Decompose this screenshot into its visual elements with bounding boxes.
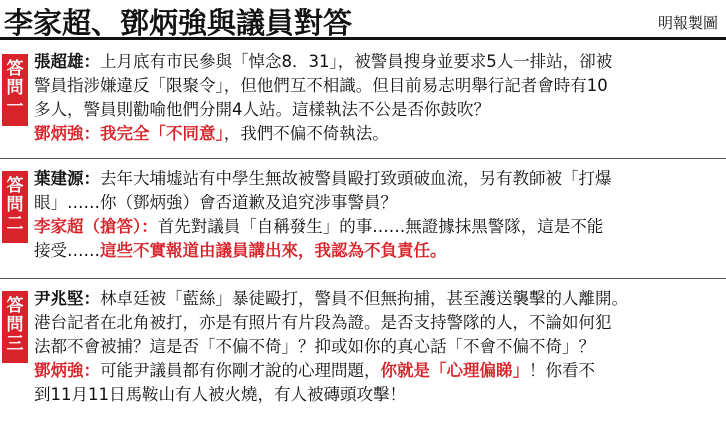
qa-badge-char: 答 — [6, 176, 24, 196]
speaker-name: 李家超（搶答）： — [34, 217, 158, 236]
qa-badge-char: 問 — [6, 315, 24, 335]
text-segment: 接受…… — [34, 241, 100, 260]
text-segment: 上月底有市民參與「悼念8．31」，被警員搜身並要求5人一排站，卻被 — [100, 52, 613, 71]
text-line — [34, 167, 720, 191]
text-segment: 可能尹議員都有你剛才說的心理問題， — [100, 361, 381, 380]
text-segment: 法都不會被捕？這是否「不偏不倚」？抑或如你的真心話「不會不偏不倚」？ — [34, 337, 595, 356]
text-segment: 林卓廷被「藍絲」暴徒毆打，警員不但無拘捕，甚至護送襲擊的人離開。 — [100, 289, 628, 308]
qa-badge-char: 二 — [6, 214, 24, 234]
text-line — [34, 335, 720, 359]
text-segment: ！你看不 — [529, 361, 595, 380]
text-line — [34, 191, 720, 215]
speaker-name: 尹兆堅： — [34, 289, 100, 308]
text-line — [34, 50, 720, 74]
text-segment: 你就是「心理偏睇」 — [380, 361, 529, 380]
text-line — [34, 122, 720, 146]
qa-text — [34, 287, 720, 407]
text-segment: 這些不實報道由議員講出來，我認為不負責任。 — [100, 241, 447, 260]
text-segment: 警員指涉嫌違反「限聚令」，但他們互不相識。但目前易志明舉行記者會時有10 — [34, 76, 608, 95]
qa-badge-char: 問 — [6, 78, 24, 98]
speaker-name: 葉建源： — [34, 169, 100, 188]
header — [0, 0, 726, 40]
text-segment: 首先對議員「自稱發生」的事……無證據抹黑警隊，這是不能 — [157, 217, 604, 236]
text-segment: 多人，警員則勸喻他們分開4人站。這樣執法不公是否你鼓吹？ — [34, 100, 490, 119]
text-segment: 港台記者在北角被打，亦是有照片有片段為證。是否支持警隊的人，不論如何犯 — [34, 313, 612, 332]
qa-badge — [2, 171, 28, 243]
text-line — [34, 74, 720, 98]
qa-text — [34, 50, 720, 146]
qa-text — [34, 167, 720, 263]
text-line — [34, 359, 720, 383]
text-segment: 我完全「不同意」 — [100, 124, 224, 143]
text-line — [34, 239, 720, 263]
text-segment: 到11月11日馬鞍山有人被火燒，有人被磚頭攻擊！ — [34, 385, 406, 404]
page-title: 李家超、鄧炳強與議員對答 — [4, 6, 353, 40]
text-line — [34, 215, 720, 239]
text-line — [34, 287, 720, 311]
text-line — [34, 311, 720, 335]
speaker-name: 張超雄： — [34, 52, 100, 71]
qa-badge — [2, 291, 28, 363]
text-segment: ，我們不偏不倚執法。 — [223, 124, 389, 143]
qa-badge-char: 三 — [6, 334, 24, 354]
text-segment: 去年大埔墟站有中學生無故被警員毆打致頭破血流，另有教師被「打爆 — [100, 169, 612, 188]
qa-block — [0, 48, 726, 164]
text-segment: 眼」……你（鄧炳強）會否道歉及追究涉事警員？ — [34, 193, 397, 212]
qa-badge-char: 答 — [6, 296, 24, 316]
speaker-name: 鄧炳強： — [34, 124, 100, 143]
qa-badge-char: 一 — [6, 97, 24, 117]
speaker-name: 鄧炳強： — [34, 361, 100, 380]
qa-badge-char: 答 — [6, 59, 24, 79]
qa-badge — [2, 54, 28, 126]
qa-block — [0, 278, 726, 433]
credit-label: 明報製圖 — [657, 14, 718, 32]
text-line — [34, 98, 720, 122]
qa-badge-char: 問 — [6, 195, 24, 215]
qa-block — [0, 158, 726, 278]
text-line — [34, 383, 720, 407]
